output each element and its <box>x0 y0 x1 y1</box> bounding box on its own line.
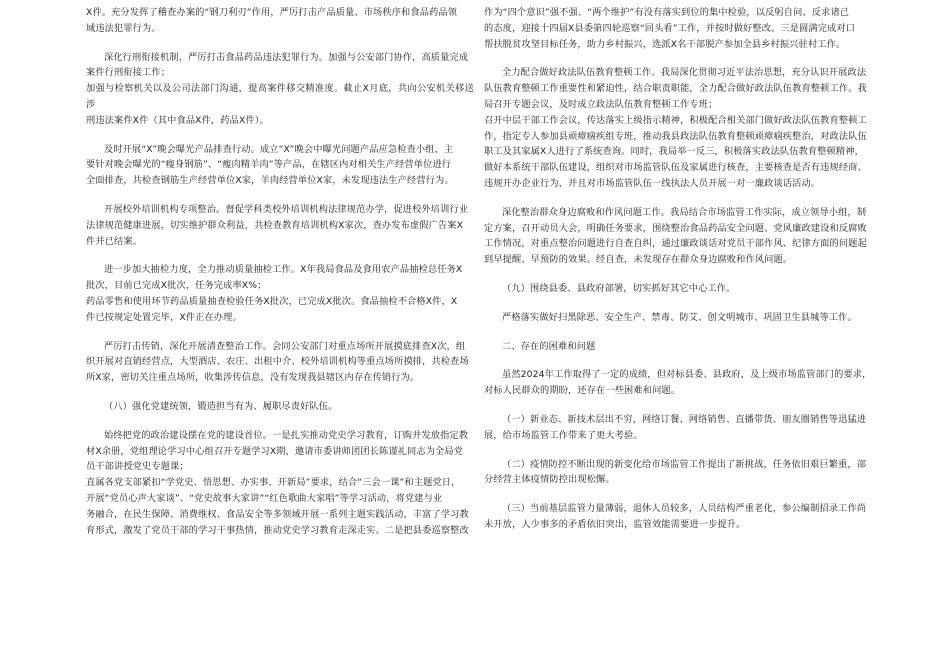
paragraph: X件。充分发挥了稽查办案的“钢刀利刃”作用，严厉打击产品质量、市场秩序和食品药品领 域违法犯罪行为。 <box>86 7 458 34</box>
paragraph: （三）当前基层监管力量薄弱，退休人员较多，人员结构严重老化，参公编制招录工作尚 未开放，人少事多的矛盾依旧突出，监管效能需要进一步提升。 <box>484 503 867 530</box>
paragraph: 进一步加大抽检力度，全力推动质量抽检工作。X年我局食品及食用农产品抽检总任务X 批次，目前已完成X批次，任务完成率X%； 药品零售和使用环节药品质量抽查检验任务X批次，已完成X批次。食品抽检不合格X件，X 件已按规定处置完毕，X件正在办理。 <box>86 264 463 323</box>
paragraph: 严格落实做好扫黑除恶、安全生产、禁毒、防艾、创文明城市、巩固卫生县城等工作。 <box>502 311 857 323</box>
paragraph: 深化行刑衔接机制，严厉打击食品药品违法犯罪行为。加强与公安部门协作，高质量完成 案件行刑衔接工作； 加强与检察机关以及公司法部门沟通，提高案件移交精准度。截止X月底，共向公安机关移送涉 刑违法案件X件（其中食品X件，药品X件）。 <box>86 51 474 126</box>
paragraph: （九）围绕县委、县政府部署，切实抓好其它中心工作。 <box>502 282 736 294</box>
paragraph: 全力配合做好政法队伍教育整顿工作。我局深化贯彻习近平法治思想，充分认识开展政法 队伍教育整顿工作重要性和紧迫性，结合职责职能，全力配合做好政法队伍教育整顿工作。我 局召开专题会议，及时成立政法队伍教育整顿工作专班； 召开中层干部工作会议，传达落实上级指示精神，积极配合相关部门做好政法队伍教育整顿工 作，指定专人参加县顽瘴痼疾组专班，推动我县政法队伍教育整顿顽瘴痼疾整治，对政法队伍 职工及其家属X人进行了系统查询。同时，我局举一反三，积极落实政法队伍教育整顿精神， 做好本系统干部队伍建设，组织对市场监管队伍及家属进行核查，主要核查是否有违规经商、 违规开办企业行为，并且对市场监管队伍一线执法人员开展一对一廉政谈话活动。 <box>484 67 867 189</box>
paragraph: 始终把党的政治建设摆在党的建设首位。一是扎实推动党史学习教育，订购并发放指定教 材X余册，党组理论学习中心组召开专题学习X期，邀请市委讲师团团长陈谨礼同志为全局党 员干部讲授党史专题课； 直属各党支部紧扣“学党史、悟思想、办实事、开新局”要求，结合“三会一课”和主题党日， 开展“党员心声大家谈”、“党史故事大家讲”“红色歌曲大家唱”等学习活动，将党建与业 务融合，在民生保障、消费维权、食品安全等多领域开展一系列主题实践活动，丰富了学习教 育形式，激发了党员干部的学习干事热情，推动党史学习教育走深走实。二是把县委巡察整改 <box>86 429 469 536</box>
paragraph: （八）强化党建统领，锻造担当有为、履职尽责好队伍。 <box>104 400 338 412</box>
left-column <box>86 5 474 551</box>
paragraph: （一）新业态、新技术层出不穷，网络订餐、网络销售、直播带货、朋友圈销售等迅猛进 展，给市场监管工作带来了更大考验。 <box>484 413 867 441</box>
paragraph: 严厉打击传销，深化开展清查整治工作。会同公安部门对重点场所开展摸底排查X次，组 织开展对直销经营点，大型酒店、农庄、出租中介、校外培训机构等重点场所摸排，共检查场 所X家，密切关注重点场所，收集涉传信息，没有发现我县辖区内存在传销行为。 <box>86 340 469 384</box>
paragraph: 深化整治群众身边腐败和作风问题工作。我局结合市场监管工作实际，成立领导小组，制 定方案，召开动员大会，明确任务要求，围绕整治食品药品安全问题、党风廉政建设和反腐败 工作情况，对重点整治问题进行自查自纠，通过廉政谈话对党员干部作风、纪律方面的问题起 到早提醒、早预防的效果。经自查，未发现存在群众身边腐败和作风问题。 <box>484 206 867 266</box>
paragraph: 开展校外培训机构专项整治。督促学科类校外培训机构法律规范办学，促进校外培训行业 法律规范健康进展，切实维护群众利益，共检查教育培训机构X家次，查办发布虚假广告案X 件并已结案。 <box>86 203 469 247</box>
paragraph: 二、存在的困难和问题 <box>502 340 596 352</box>
paragraph: 虽然2024年工作取得了一定的成绩，但对标县委、县政府，及上级市场监管部门的要求， 对标人民群众的期盼，还存在一些困难和问题。 <box>484 369 872 397</box>
paragraph: 作为“四个意识”强不强、“两个维护”有没有落实到位的集中检验，以反躬自问、反求诸己 的态度，迎接十四届X县委第四轮巡察“回头看”工作，并按时做好整改。三是圆满完成对口 帮扶脱贫攻坚目标任务，助力乡村振兴，选派X名干部脱产参加全县乡村振兴驻村工作。 <box>484 7 856 50</box>
paragraph: 及时开展“X”晚会曝光产品排查行动。成立“X”晚会中曝光问题产品应急检查小组，主 要针对晚会曝光的“瘦身钢筋”、“瘦肉精羊肉”等产品，在辖区内对相关生产经营单位进行 全面排查，共检查钢筋生产经营单位X家，羊肉经营单位X家，未发现违法生产经营行为。 <box>86 143 454 187</box>
paragraph: （二）疫情防控不断出现的新变化给市场监管工作提出了新挑战，任务依旧艰巨繁重，部 分经营主体疫情防控出现松懈。 <box>484 458 867 486</box>
right-column <box>484 5 884 546</box>
